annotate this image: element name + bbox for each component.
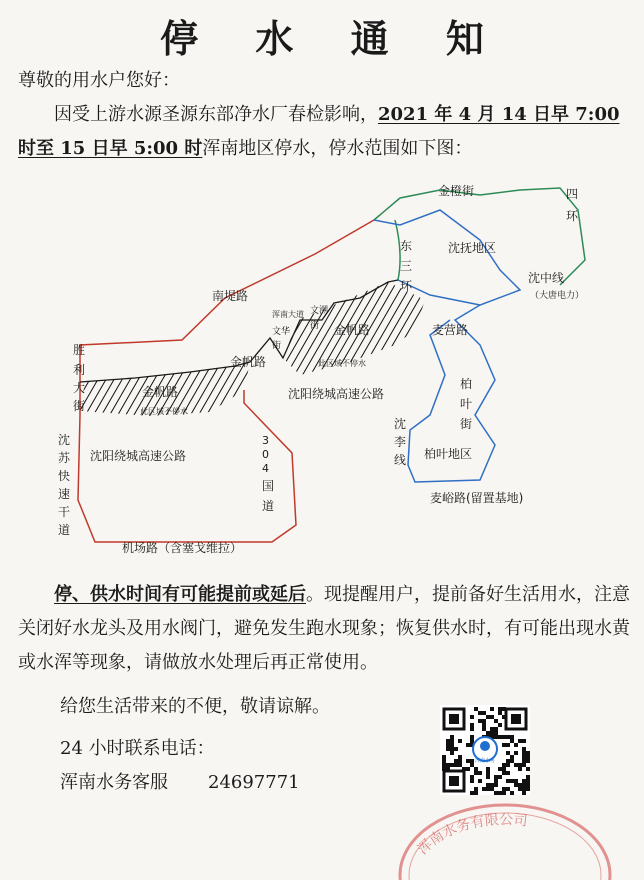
label-si: 四 (566, 187, 579, 201)
label-shensu-5: 干 (58, 505, 71, 519)
label-jinfan-road-3: 金帆路 (142, 385, 179, 399)
label-datang-power: （大唐电力） (530, 291, 585, 301)
intro-paragraph (18, 98, 630, 166)
label-g304-5: 道 (262, 499, 275, 513)
notice-paragraph (18, 578, 630, 680)
label-jincheng-street: 金橙街 (438, 184, 475, 198)
label-g304-1: 3 (262, 434, 269, 447)
service-line (60, 768, 300, 794)
label-baiye-1: 柏 (460, 377, 473, 391)
notice-body: 。现提醒用户，提前备好生活用水，注意关闭好水龙头及用水阀门，避免发生跑水现象；恢复供水时，有可能出现水黄或水浑等现象，请做放水处理后再正常使用。 (18, 584, 630, 673)
label-shenli-1: 沈 (394, 417, 407, 431)
label-shenli-2: 李 (394, 435, 407, 449)
label-huan2: 环 (400, 279, 413, 293)
label-g304-4: 国 (262, 479, 275, 493)
label-shensu-3: 快 (58, 469, 71, 483)
hotline-label: 24 小时联系电话： (60, 738, 215, 759)
label-wenhua: 文华 (272, 327, 291, 337)
intro-lead: 因受上游水源圣源东部净水厂春检影响， (54, 104, 378, 125)
qr-code[interactable] (440, 705, 530, 795)
label-baiye-2: 叶 (460, 397, 473, 411)
apology-text: 给您生活带来的不便，敬请谅解。 (60, 696, 330, 717)
label-baiye-3: 街 (460, 417, 473, 431)
notice-emphasis: 停、供水时间有可能提前或延后 (54, 584, 306, 605)
label-no-outage-2: 此区域不停水 (140, 407, 188, 416)
label-shenfu-area: 沈抚地区 (448, 241, 497, 255)
label-shensu-2: 苏 (58, 451, 71, 465)
label-dong: 东 (400, 239, 413, 253)
service-name: 浑南水务客服 (60, 772, 168, 793)
label-shensu-1: 沈 (58, 433, 71, 447)
label-wensu: 文溯 (310, 306, 329, 316)
label-shensu-4: 速 (58, 487, 71, 501)
label-huan: 环 (566, 209, 579, 223)
label-jinfan-road-1: 金帆路 (334, 323, 371, 337)
label-maiyu-road: 麦峪路(留置基地) (430, 491, 524, 505)
label-shenzhong-line: 沈中线 (528, 271, 565, 285)
intro-tail: 浑南地区停水，停水范围如下图： (202, 138, 473, 159)
outage-area-map (0, 170, 644, 570)
label-shenli-3: 线 (394, 453, 407, 467)
greeting: 尊敬的用水户您好： (18, 70, 180, 91)
label-shengli-1: 胜 (73, 343, 86, 357)
label-san: 三 (400, 259, 413, 273)
label-g304-2: 0 (262, 448, 269, 461)
label-maiying-road: 麦营路 (432, 323, 469, 337)
label-nandi-road: 南堤路 (212, 289, 249, 303)
label-no-outage-1: 此区域不停水 (318, 359, 366, 368)
stamp-text: 浑南水务有限公司 (414, 811, 529, 858)
label-jinfan-road-2: 金帆路 (230, 355, 267, 369)
service-phone: 24697771 (208, 772, 300, 793)
outage-time-range: 2021 年 4 月 14 日早 7:00 时至 15 日早 5:00 时 (18, 104, 620, 159)
label-jie: 街 (272, 341, 282, 351)
svg-text:浑南水务有限公司 (415, 812, 529, 858)
label-shengli-4: 街 (73, 399, 86, 413)
label-baiye-area: 柏叶地区 (424, 447, 473, 461)
label-jie2: 街 (310, 321, 320, 331)
label-shengli-2: 利 (73, 363, 86, 377)
label-shengli-3: 大 (73, 381, 86, 395)
notice-title: 停 水 通 知 (160, 16, 506, 61)
qr-logo-text: 浑南水务 (474, 758, 496, 764)
label-shenyang-ring-2: 沈阳绕城高速公路 (90, 449, 187, 463)
label-airport-road: 机场路（含塞戈维拉） (122, 541, 243, 555)
label-shenyang-ring-1: 沈阳绕城高速公路 (288, 387, 385, 401)
label-g304-3: 4 (262, 462, 269, 475)
label-hunnan-avenue: 浑南大道 (272, 310, 304, 319)
label-shensu-6: 道 (58, 523, 71, 537)
